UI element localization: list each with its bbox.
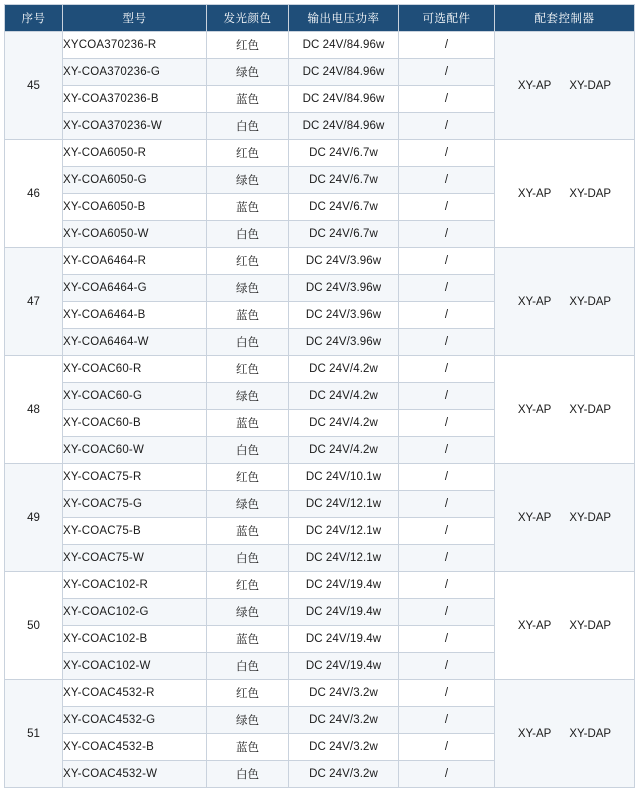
table-body	[5, 32, 635, 788]
controller-cell	[495, 356, 635, 464]
accessory-cell: /	[399, 356, 495, 383]
row-index-cell: 50	[5, 572, 63, 680]
accessory-cell: /	[399, 653, 495, 680]
power-cell: DC 24V/3.96w	[289, 248, 399, 275]
column-header-accessory: 可选配件	[399, 5, 495, 32]
color-cell: 白色	[207, 437, 289, 464]
accessory-cell: /	[399, 464, 495, 491]
row-index-cell: 47	[5, 248, 63, 356]
accessory-cell: /	[399, 329, 495, 356]
model-cell: XY-COA6050-G	[63, 167, 207, 194]
model-cell: XY-COAC75-G	[63, 491, 207, 518]
model-cell: XY-COAC102-R	[63, 572, 207, 599]
power-cell: DC 24V/6.7w	[289, 167, 399, 194]
accessory-cell: /	[399, 761, 495, 788]
power-cell: DC 24V/4.2w	[289, 383, 399, 410]
table-row	[5, 464, 635, 491]
power-cell: DC 24V/3.2w	[289, 680, 399, 707]
model-cell: XY-COAC4532-R	[63, 680, 207, 707]
model-cell: XY-COAC60-B	[63, 410, 207, 437]
accessory-cell: /	[399, 140, 495, 167]
power-cell: DC 24V/19.4w	[289, 572, 399, 599]
model-cell: XYCOA370236-R	[63, 32, 207, 59]
model-cell: XY-COA370236-G	[63, 59, 207, 86]
power-cell: DC 24V/84.96w	[289, 32, 399, 59]
accessory-cell: /	[399, 491, 495, 518]
accessory-cell: /	[399, 167, 495, 194]
controller-cell	[495, 680, 635, 788]
accessory-cell: /	[399, 707, 495, 734]
model-cell: XY-COA6050-W	[63, 221, 207, 248]
color-cell: 白色	[207, 653, 289, 680]
model-cell: XY-COAC60-W	[63, 437, 207, 464]
power-cell: DC 24V/19.4w	[289, 653, 399, 680]
controller-secondary: XY-DAP	[569, 511, 612, 524]
color-cell: 红色	[207, 680, 289, 707]
model-cell: XY-COAC4532-W	[63, 761, 207, 788]
model-cell: XY-COA6050-R	[63, 140, 207, 167]
color-cell: 白色	[207, 221, 289, 248]
table-row	[5, 680, 635, 707]
power-cell: DC 24V/19.4w	[289, 599, 399, 626]
model-cell: XY-COA370236-B	[63, 86, 207, 113]
column-header-controller: 配套控制器	[495, 5, 635, 32]
color-cell: 白色	[207, 113, 289, 140]
model-cell: XY-COAC75-R	[63, 464, 207, 491]
controller-primary: XY-AP	[517, 79, 552, 92]
power-cell: DC 24V/6.7w	[289, 221, 399, 248]
row-index-cell: 51	[5, 680, 63, 788]
color-cell: 红色	[207, 140, 289, 167]
color-cell: 绿色	[207, 275, 289, 302]
power-cell: DC 24V/6.7w	[289, 194, 399, 221]
column-header-power: 输出电压功率	[289, 5, 399, 32]
row-index-cell: 45	[5, 32, 63, 140]
row-index-cell: 48	[5, 356, 63, 464]
table-row	[5, 248, 635, 275]
model-cell: XY-COA6464-G	[63, 275, 207, 302]
controller-primary: XY-AP	[517, 295, 552, 308]
controller-secondary: XY-DAP	[569, 403, 612, 416]
model-cell: XY-COAC60-R	[63, 356, 207, 383]
model-cell: XY-COA370236-W	[63, 113, 207, 140]
table-row	[5, 572, 635, 599]
power-cell: DC 24V/84.96w	[289, 113, 399, 140]
power-cell: DC 24V/10.1w	[289, 464, 399, 491]
column-header-model: 型号	[63, 5, 207, 32]
controller-cell	[495, 32, 635, 140]
accessory-cell: /	[399, 59, 495, 86]
power-cell: DC 24V/12.1w	[289, 491, 399, 518]
controller-primary: XY-AP	[517, 403, 552, 416]
model-cell: XY-COAC4532-B	[63, 734, 207, 761]
model-cell: XY-COAC4532-G	[63, 707, 207, 734]
color-cell: 蓝色	[207, 410, 289, 437]
controller-secondary: XY-DAP	[569, 187, 612, 200]
controller-list	[495, 188, 634, 200]
controller-cell	[495, 140, 635, 248]
accessory-cell: /	[399, 275, 495, 302]
controller-cell	[495, 248, 635, 356]
power-cell: DC 24V/12.1w	[289, 545, 399, 572]
model-cell: XY-COA6464-W	[63, 329, 207, 356]
power-cell: DC 24V/4.2w	[289, 410, 399, 437]
controller-secondary: XY-DAP	[569, 727, 612, 740]
controller-secondary: XY-DAP	[569, 295, 612, 308]
model-cell: XY-COAC75-W	[63, 545, 207, 572]
table-header	[5, 5, 635, 32]
color-cell: 蓝色	[207, 302, 289, 329]
color-cell: 绿色	[207, 707, 289, 734]
color-cell: 蓝色	[207, 626, 289, 653]
power-cell: DC 24V/84.96w	[289, 59, 399, 86]
color-cell: 绿色	[207, 167, 289, 194]
color-cell: 红色	[207, 32, 289, 59]
controller-primary: XY-AP	[517, 511, 552, 524]
accessory-cell: /	[399, 194, 495, 221]
controller-primary: XY-AP	[517, 727, 552, 740]
accessory-cell: /	[399, 86, 495, 113]
color-cell: 白色	[207, 329, 289, 356]
row-index-cell: 46	[5, 140, 63, 248]
power-cell: DC 24V/12.1w	[289, 518, 399, 545]
controller-secondary: XY-DAP	[569, 619, 612, 632]
accessory-cell: /	[399, 518, 495, 545]
color-cell: 蓝色	[207, 194, 289, 221]
power-cell: DC 24V/4.2w	[289, 356, 399, 383]
controller-secondary: XY-DAP	[569, 79, 612, 92]
accessory-cell: /	[399, 626, 495, 653]
accessory-cell: /	[399, 383, 495, 410]
model-cell: XY-COA6464-B	[63, 302, 207, 329]
controller-list	[495, 296, 634, 308]
accessory-cell: /	[399, 221, 495, 248]
controller-primary: XY-AP	[517, 619, 552, 632]
table-row	[5, 32, 635, 59]
power-cell: DC 24V/3.96w	[289, 302, 399, 329]
controller-cell	[495, 464, 635, 572]
accessory-cell: /	[399, 302, 495, 329]
accessory-cell: /	[399, 437, 495, 464]
color-cell: 绿色	[207, 383, 289, 410]
accessory-cell: /	[399, 113, 495, 140]
color-cell: 绿色	[207, 59, 289, 86]
model-cell: XY-COAC102-B	[63, 626, 207, 653]
row-index-cell: 49	[5, 464, 63, 572]
controller-list	[495, 620, 634, 632]
controller-list	[495, 512, 634, 524]
model-cell: XY-COAC75-B	[63, 518, 207, 545]
accessory-cell: /	[399, 680, 495, 707]
color-cell: 蓝色	[207, 86, 289, 113]
model-cell: XY-COAC60-G	[63, 383, 207, 410]
table-row	[5, 356, 635, 383]
accessory-cell: /	[399, 545, 495, 572]
column-header-color: 发光颜色	[207, 5, 289, 32]
model-cell: XY-COA6050-B	[63, 194, 207, 221]
accessory-cell: /	[399, 248, 495, 275]
color-cell: 红色	[207, 572, 289, 599]
model-cell: XY-COAC102-G	[63, 599, 207, 626]
model-cell: XY-COA6464-R	[63, 248, 207, 275]
controller-list	[495, 80, 634, 92]
controller-cell	[495, 572, 635, 680]
color-cell: 白色	[207, 545, 289, 572]
column-header-index: 序号	[5, 5, 63, 32]
accessory-cell: /	[399, 410, 495, 437]
color-cell: 蓝色	[207, 734, 289, 761]
power-cell: DC 24V/3.96w	[289, 275, 399, 302]
color-cell: 红色	[207, 248, 289, 275]
power-cell: DC 24V/19.4w	[289, 626, 399, 653]
power-cell: DC 24V/3.96w	[289, 329, 399, 356]
power-cell: DC 24V/84.96w	[289, 86, 399, 113]
model-cell: XY-COAC102-W	[63, 653, 207, 680]
color-cell: 白色	[207, 761, 289, 788]
power-cell: DC 24V/4.2w	[289, 437, 399, 464]
power-cell: DC 24V/3.2w	[289, 707, 399, 734]
product-spec-table	[4, 4, 635, 788]
color-cell: 红色	[207, 356, 289, 383]
color-cell: 蓝色	[207, 518, 289, 545]
power-cell: DC 24V/3.2w	[289, 761, 399, 788]
color-cell: 绿色	[207, 491, 289, 518]
accessory-cell: /	[399, 599, 495, 626]
controller-list	[495, 404, 634, 416]
table-row	[5, 140, 635, 167]
controller-list	[495, 728, 634, 740]
table-header-row	[5, 5, 635, 32]
accessory-cell: /	[399, 32, 495, 59]
color-cell: 红色	[207, 464, 289, 491]
power-cell: DC 24V/3.2w	[289, 734, 399, 761]
power-cell: DC 24V/6.7w	[289, 140, 399, 167]
accessory-cell: /	[399, 572, 495, 599]
accessory-cell: /	[399, 734, 495, 761]
controller-primary: XY-AP	[517, 187, 552, 200]
color-cell: 绿色	[207, 599, 289, 626]
